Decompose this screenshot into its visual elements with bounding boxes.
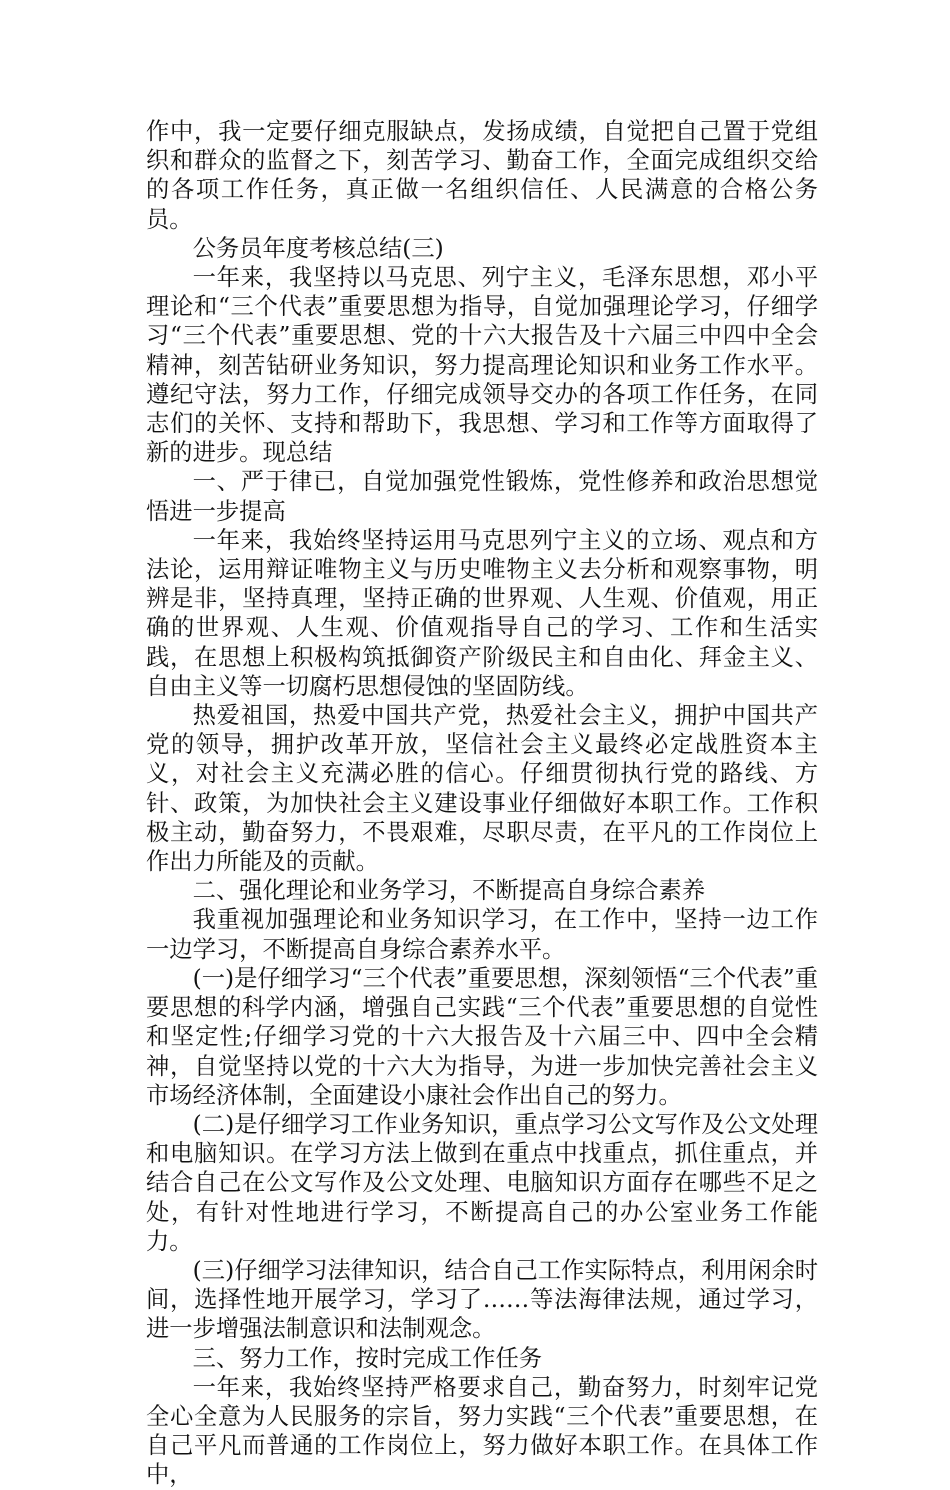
paragraph: 我重视加强理论和业务知识学习，在工作中，坚持一边工作一边学习，不断提高自身综合素养水平。 [146, 906, 818, 963]
section-title: 公务员年度考核总结(三) [192, 234, 444, 262]
paragraph: 一年来，我始终坚持严格要求自己，勤奋努力，时刻牢记党全心全意为人民服务的宗旨，努力实践“三个代表”重要思想，在自己平凡而普通的工作岗位上，努力做好本职工作。在具体工作中， [146, 1373, 818, 1489]
paragraph: 一年来，我始终坚持运用马克思列宁主义的立场、观点和方法论，运用辩证唯物主义与历史唯物主义去分析和观察事物，明辨是非，坚持真理，坚持正确的世界观、人生观、价值观，用正确的世界观、人生观、价值观指导自己的学习、工作和生活实践，在思想上积极构筑抵御资产阶级民主和自由化、拜金主义、自由主义等一切腐朽思想侵蚀的坚固防线。 [146, 526, 818, 700]
paragraph-item-two: (二)是仔细学习工作业务知识，重点学习公文写作及公文处理和电脑知识。在学习方法上做到在重点中找重点，抓住重点，并结合自己在公文写作及公文处理、电脑知识方面存在哪些不足之处，有针对性地进行学习，不断提高自己的办公室业务工作能力。 [146, 1110, 818, 1255]
paragraph-item-three: (三)仔细学习法律知识，结合自己工作实际特点，利用闲余时间，选择性地开展学习，学习了……等法海律法规，通过学习，进一步增强法制意识和法制观念。 [146, 1256, 818, 1343]
heading-two: 二、强化理论和业务学习，不断提高自身综合素养 [192, 877, 706, 905]
heading-one: 一、严于律已，自觉加强党性锻炼，党性修养和政治思想觉悟进一步提高 [146, 468, 818, 525]
paragraph: 一年来，我坚持以马克思、列宁主义，毛泽东思想，邓小平理论和“三个代表”重要思想为指导，自觉加强理论学习，仔细学习“三个代表”重要思想、党的十六大报告及十六届三中四中全会精神，刻苦钻研业务知识，努力提高理论知识和业务工作水平。遵纪守法，努力工作，仔细完成领导交办的各项工作任务，在同志们的关怀、支持和帮助下，我思想、学习和工作等方面取得了新的进步。现总结 [146, 264, 818, 467]
paragraph: 作中，我一定要仔细克服缺点，发扬成绩，自觉把自己置于党组织和群众的监督之下，刻苦学习、勤奋工作，全面完成组织交给的各项工作任务，真正做一名组织信任、人民满意的合格公务员。 [146, 118, 818, 233]
heading-three: 三、努力工作，按时完成工作任务 [192, 1344, 543, 1372]
document-body [146, 117, 818, 1490]
paragraph: 热爱祖国，热爱中国共产党，热爱社会主义，拥护中国共产党的领导，拥护改革开放，坚信社会主义最终必定战胜资本主义，对社会主义充满必胜的信心。仔细贯彻执行党的路线、方针、政策，为加快社会主义建设事业仔细做好本职工作。工作积极主动，勤奋努力，不畏艰难，尽职尽责，在平凡的工作岗位上作出力所能及的贡献。 [146, 702, 818, 876]
paragraph-item-one: (一)是仔细学习“三个代表”重要思想，深刻领悟“三个代表”重要思想的科学内涵，增强自己实践“三个代表”重要思想的自觉性和坚定性;仔细学习党的十六大报告及十六届三中、四中全会精神，自觉坚持以党的十六大为指导，为进一步加快完善社会主义市场经济体制，全面建设小康社会作出自己的努力。 [146, 964, 818, 1109]
